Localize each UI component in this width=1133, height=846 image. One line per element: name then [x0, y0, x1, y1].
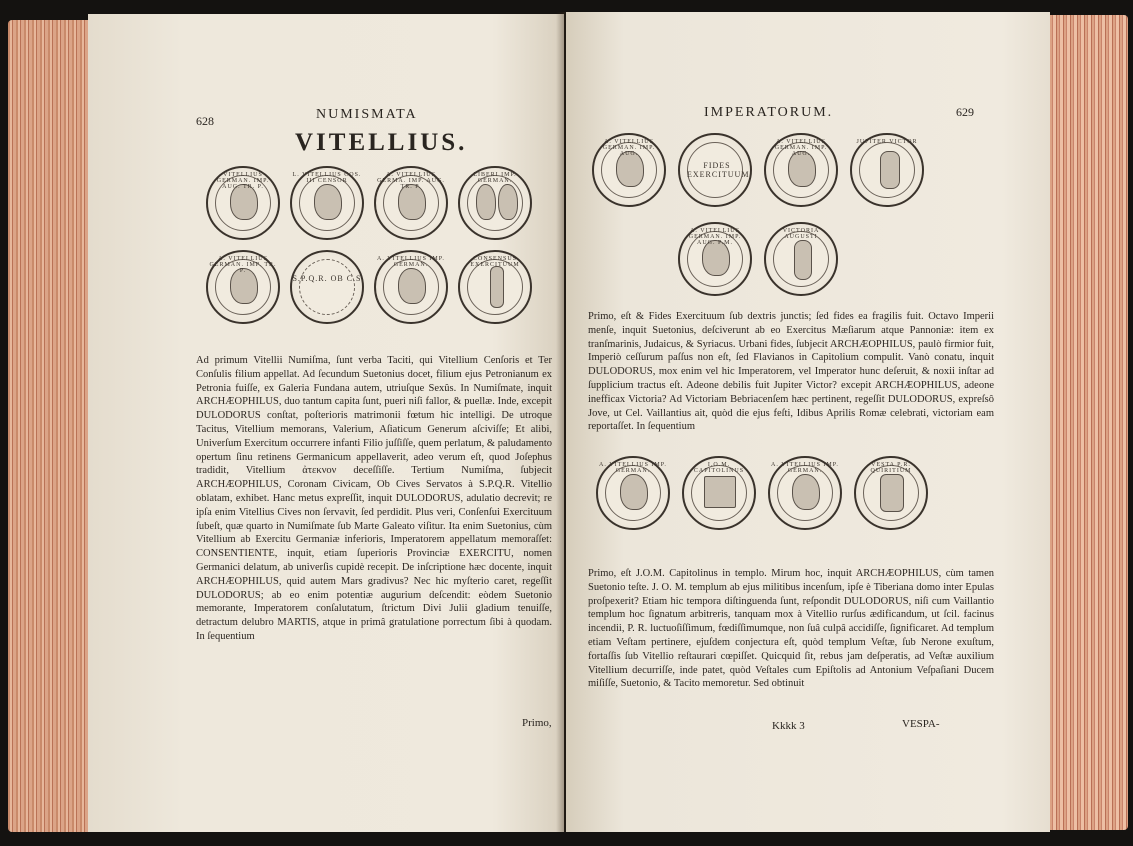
page-number-right: 629: [956, 105, 974, 119]
coin: [768, 456, 842, 530]
coin-legend: A. VITELLIUS GERMAN. IMP. TR. P.: [209, 256, 277, 274]
signature-mark: Kkkk 3: [772, 720, 805, 732]
coin: [458, 166, 532, 240]
coin-legend: A. VITELLIUS GERMAN. IMP. AUG.: [774, 139, 828, 157]
paragraph: Ad primum Vitellii Numiſma, ſunt verba Taciti, qui Vitellium Cenſoris et Ter Conſulis filium appellat. Ad ſecundum Suetonius docet, filium ejus Petronianum ex Petronia fuiſſe, ex Galeria Fundana autem, utriuſque Sexûs. In Numiſmate, inquit ARCHÆOPHILUS, duo tantum capita ſunt, pueri niſi fallor, & puellæ. Inde, excepit DULODORUS conſtat, poſterioris matrimonii fœtum hic intelligi. De utroque Tacitus, Vitellium memorans, Valerium, Aſiaticum Generum aſciviſſe; Et alibi, Univerſum Exercitum occurrere infanti Filio juſſiſſe, quem perlatum, & paludamento opertum ſinu retinens Germanicum appellaverit, adeo verum eſt, quod Joſephus tradidit, Vitellium ἀτεκνον deceſſiſſe. Tertium Numiſma, ſubjecit ARCHÆOPHILUS, Coronam Civicam, Ob Cives Servatos à S.P.Q.R. Vitellio oblatam, exhibet. Hanc metus expreſſit, inquit DULODORUS, adulatio decrevit; re ipſa enim Vitellius Cives non ſervavit, ſed perdidit. Plus veri, Conſenſui Exercituum ſubeſt, quæ quarto in Numiſmate ſub Marte Galeato viſitur. Ita enim Suetonius, cùm Vitellium ab Exercitu Germaniæ inferioris, Imperatorem appellatum memoraſſet: CONSENTIENTE, inquit, etiam ſuperioris Provinciæ EXERCITU, nomen Germanici delatum, ab univerſis cupidè recepit. De inſcriptione hæc docente, inquit ARCHÆOPHILUS, quid autem Mars gradivus? Nec hic myſterio caret, regeſſit DULODORUS; ab eo enim potentiæ augurium deſcendit: eòdem Suetonio memorante, Imperatorem conſalutatum, ſtrictum Divi Julii gladium tenuiſſe, detractum delubro MARTIS, atque in primâ gratulatione porrectum ſibi à quodam. In ſequentium: [196, 355, 552, 642]
paragraph: Primo, eſt & Fides Exercituum ſub dextris junctis; ſed fides ea fragilis fuit. Octavo Imperii menſe, inquit Suetonius, deſciverunt ab eo Exercitus Mæſiarum atque Pannoniæ: item ex tranſmarinis, Judaicus, & Syriacus. Urbani fides, ſubjecit ARCHÆOPHILUS, paulò firmior fuit, Imperiò ceſſurum paſſus non eſt, ſed Flavianos in Capitolium compulit. Vanò conatu, inquit DULODORUS, mox enim vel hic Imperatorem, vel Imperator hunc deſeruit, & noxii inſtar ad ſupplicium tractus eſt. Adeone debilis fuit Jupiter Victor? excepit ARCHÆOPHILUS, adeone inefficax Victoria? Ad Victoriam Bebriacenſem hæc pertinent, regeſſit DULODORUS, expreſsô Jove, ut Cel. Vaillantius ait, quòd die ejus feſti, Idibus Aprilis Romæ celebrati, victoriam eam reportaſſet. In ſequentium: [588, 311, 994, 433]
coin-legend: JUPITER VICTOR: [856, 139, 918, 145]
coin-legend: A. VITELLIUS GERMA. IMP. AUG. TR. P.: [377, 172, 445, 190]
coin-legend: VITELLIUS GERMAN. IMP. AUG. TR. P.: [216, 172, 270, 190]
page-title: VITELLIUS.: [295, 129, 468, 156]
coin: [682, 456, 756, 530]
coin: [374, 250, 448, 324]
coin: [596, 456, 670, 530]
coin: [678, 133, 752, 207]
body-text-right-upper: [588, 310, 994, 434]
coin-legend: A. VITELLIUS GERMAN. IMP. AUG. P.M.: [688, 228, 742, 246]
coin-legend: VICTORIA AUGUSTI: [782, 228, 820, 240]
coin-legend: LIBERI IMP. GERMAN.: [473, 172, 517, 184]
coin-legend: A. VITELLIUS IMP. GERMAN.: [771, 462, 839, 474]
page-edges-right: [1050, 15, 1128, 830]
coin-legend: L. VITELLIUS COS. III CENSOR: [292, 172, 362, 184]
catchword-right: VESPA-: [902, 718, 940, 730]
coin: [592, 133, 666, 207]
running-head-left: NUMISMATA: [316, 107, 418, 122]
paragraph: Primo, eſt J.O.M. Capitolinus in templo. Mirum hoc, inquit ARCHÆOPHILUS, cùm tamen Suetonio teſte. J. O. M. templum ab ejus militibus incenſum, ipſe è Tiberiana domo inter Epulas proſpexerit? Etiam hic tempora diſtinguenda ſunt, reſpondit DULODORUS, niſi cum Vaillantio templum hoc ſignatum arbitreris, tanquam mox à Vitellio rurſus ædificandum, ut ſcil. facinus incendii, P. R. luctuoſiſſimum, fœdiſſimumque, non ſuâ culpâ accidiſſe, ſignificaret. Ad templum etiam Veſtam pertinere, ejuſdem conjectura eſt, quòd templum Veſtæ, ſub Nerone exuſtum, fortaſſis ſub Vitellio reſtaurari cœpiſſet. Quicquid ſit, rebus jam deſperatis, ad Veſtæ auxilium Vitellium decurriſſe, inde patet, quòd Veſtales cum Epiſtolis ad Antonium Veſpaſiani Ducem miſiſſe, Suetonio, & Tacito memoretur. Sed obtinuit: [588, 568, 994, 690]
coin-legend: A. VITELLIUS IMP. GERMAN.: [599, 462, 667, 474]
coin: [290, 250, 364, 324]
running-head-right: IMPERATORUM.: [704, 105, 834, 120]
body-text-right-lower: [588, 567, 994, 691]
coin: [850, 133, 924, 207]
coin: [458, 250, 532, 324]
coin: [290, 166, 364, 240]
coin: [206, 166, 280, 240]
coin: [206, 250, 280, 324]
catchword-left: Primo,: [522, 717, 552, 729]
coin-legend: VESTA P.R. QUIRITIUM: [870, 462, 912, 474]
coin-center-text: FIDES EXERCITUUM: [687, 161, 750, 179]
coin-legend: I.O.M. CAPITOLINUS: [693, 462, 745, 474]
coin-legend: A. VITELLIUS GERMAN. IMP. AUG.: [602, 139, 656, 157]
body-text-left: [196, 354, 552, 644]
coin: [854, 456, 928, 530]
right-page: [566, 12, 1050, 832]
coin-center-text: S.P.Q.R. OB C.S: [292, 274, 362, 283]
coin: [764, 222, 838, 296]
page-edges-left: [8, 20, 88, 832]
coin-legend: CONSENSUS EXERCITUUM: [470, 256, 520, 268]
page-number-left: 628: [196, 114, 214, 128]
coin: [764, 133, 838, 207]
coin-legend: A. VITELLIUS IMP. GERMAN.: [377, 256, 445, 268]
coin: [374, 166, 448, 240]
coin: [678, 222, 752, 296]
left-page: [88, 14, 564, 832]
